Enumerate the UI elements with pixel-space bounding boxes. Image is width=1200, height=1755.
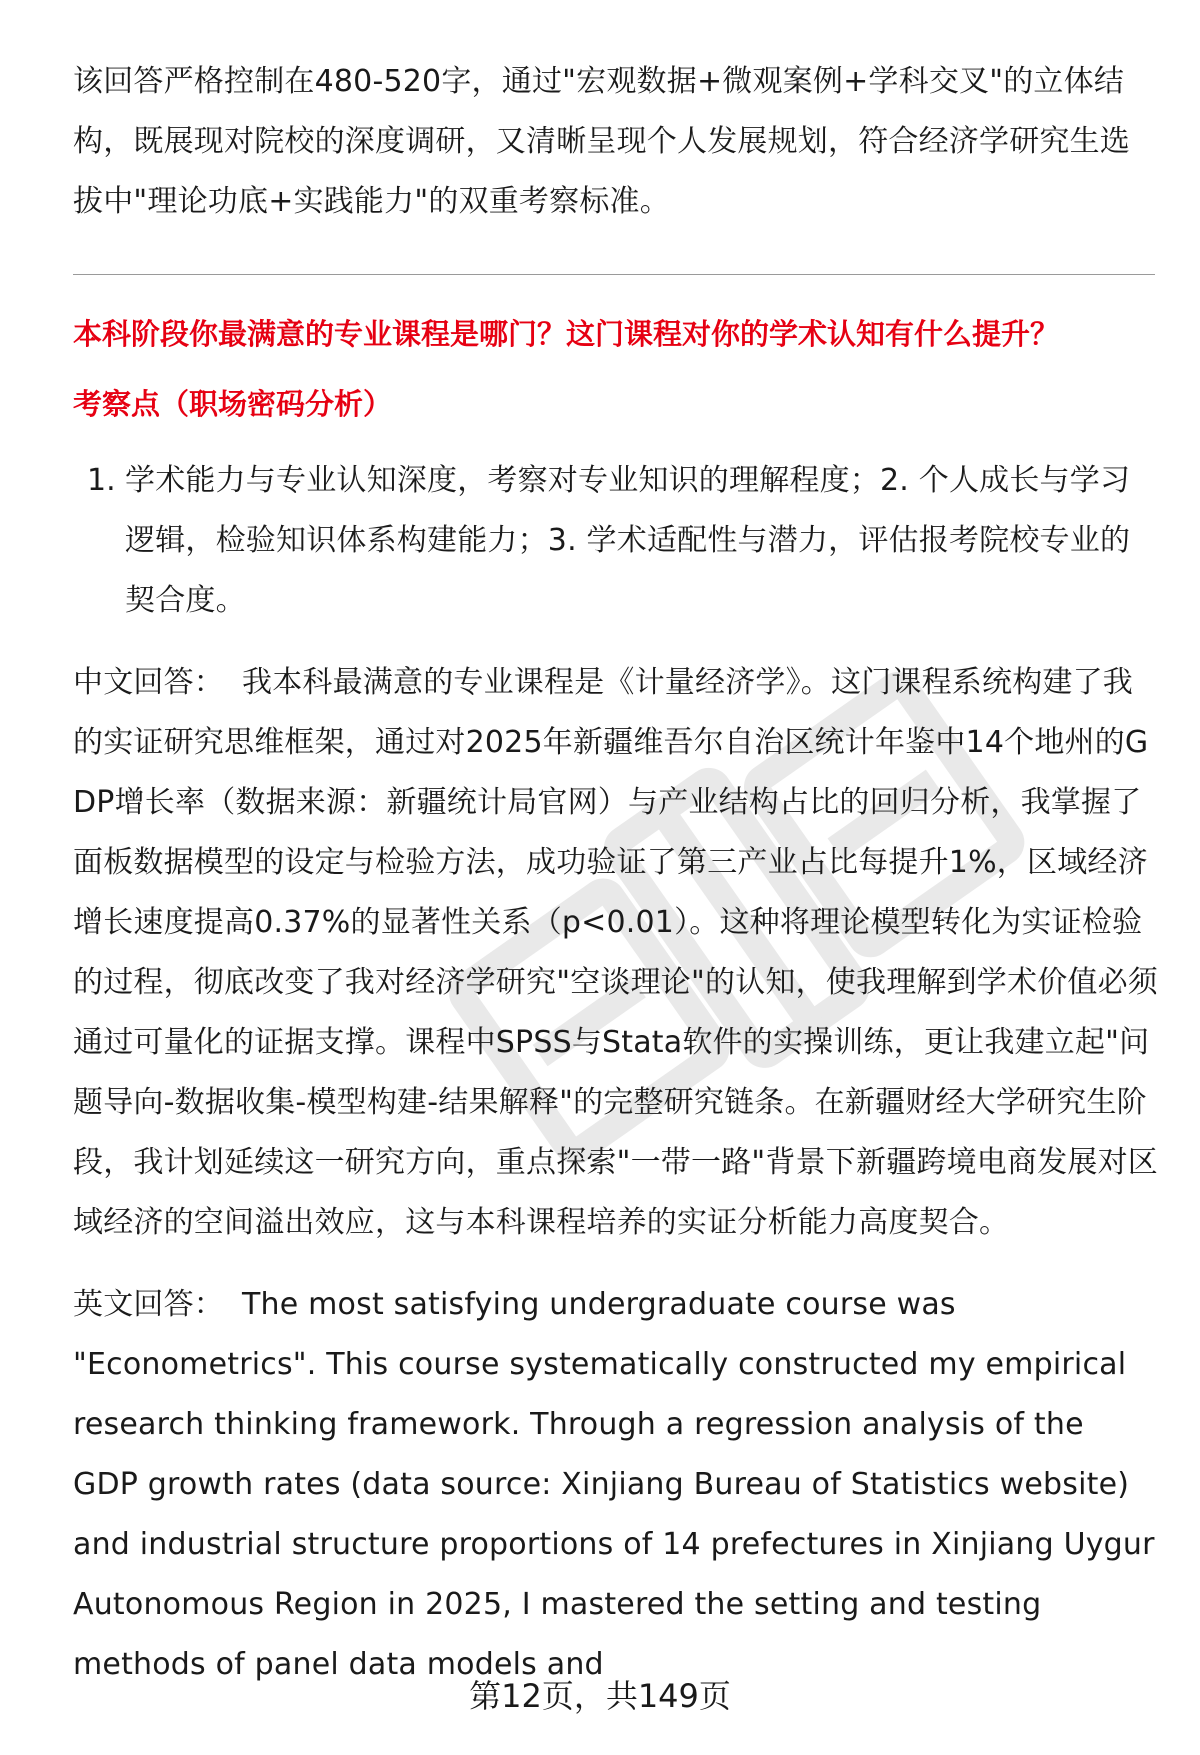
list-item-number: 1. — [87, 463, 116, 498]
chinese-answer-label: 中文回答： — [73, 665, 224, 700]
assessment-points-heading: 考察点（职场密码分析） — [73, 387, 393, 421]
chinese-answer-text: 我本科最满意的专业课程是《计量经济学》。这门课程系统构建了我的实证研究思维框架，通过对2025年新疆维吾尔自治区统计年鉴中14个地州的GDP增长率（数据来源：新疆统计局官网）与产业结构占比的回归分析，我掌握了面板数据模型的设定与检验方法，成功验证了第三产业占比每提升1%，区域经济增长速度提高0.37%的显著性关系（p<0.01）。这种将理论模型转化为实证检验的过程，彻底改变了我对经济学研究"空谈理论"的认知，使我理解到学术价值必须通过可量化的证据支撑。课程中SPSS与Stata软件的实操训练，更让我建立起"问题导向-数据收集-模型构建-结果解释"的完整研究链条。在新疆财经大学研究生阶段，我计划延续这一研究方向，重点探索"一带一路"背景下新疆跨境电商发展对区域经济的空间溢出效应，这与本科课程培养的实证分析能力高度契合。 — [73, 665, 1158, 1240]
page-content — [73, 52, 1158, 1695]
intro-paragraph: 该回答严格控制在480-520字，通过"宏观数据+微观案例+学科交叉"的立体结构，既展现对院校的深度调研，又清晰呈现个人发展规划，符合经济学研究生选拔中"理论功底+实践能力"的双重考察标准。 — [73, 64, 1130, 219]
question-heading: 本科阶段你最满意的专业课程是哪门？这门课程对你的学术认知有什么提升？ — [73, 317, 1060, 351]
section-divider — [73, 274, 1155, 275]
english-answer-text: The most satisfying undergraduate course was "Econometrics". This course systematically constructed my empirical research thinking framework. Through a regression analysis of the GDP growth rates (data source: Xinjiang Bureau of Statistics website) and industrial structure proportions of 14 prefectures in Xinjiang Uygur Autonomous Region in 2025, I mastered the setting and testing methods of panel data models and — [73, 1287, 1155, 1682]
chinese-answer — [73, 653, 1158, 1253]
english-answer-label: 英文回答： — [73, 1287, 224, 1322]
list-item-text: 学术能力与专业认知深度，考察对专业知识的理解程度；2. 个人成长与学习逻辑，检验知识体系构建能力；3. 学术适配性与潜力，评估报考院校专业的契合度。 — [125, 463, 1131, 618]
assessment-list — [73, 451, 1158, 631]
english-answer — [73, 1275, 1158, 1695]
page-number-footer: 第12页，共149页 — [469, 1677, 731, 1715]
